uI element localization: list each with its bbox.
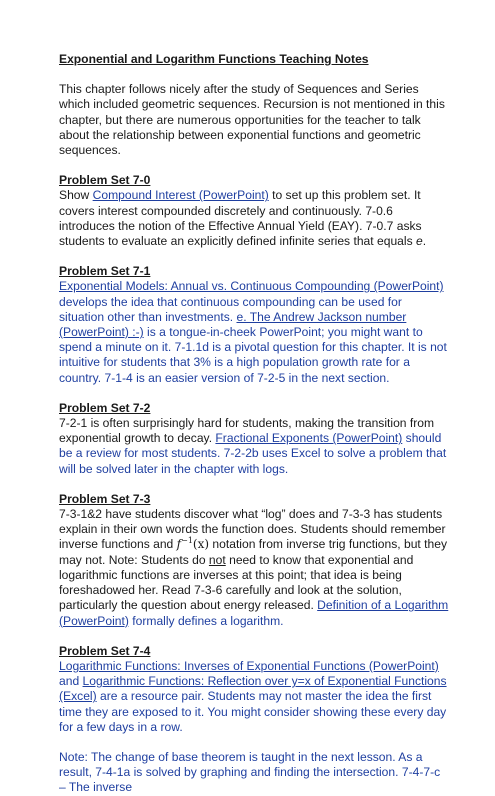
fractional-exponents-link[interactable]: Fractional Exponents (PowerPoint) (215, 431, 403, 446)
document-title: Exponential and Logarithm Functions Teaching Notes (59, 52, 369, 66)
problem-set-7-4-heading: Problem Set 7-4 (59, 643, 151, 658)
problem-set-7-2 (59, 401, 449, 477)
text-span: need to know that exponential and logarithmic functions are inverses at this point; that idea is being foreshadowed her. Read 7-3-6 carefully and look at the solution, particularly the question about energy released. (59, 552, 414, 613)
text-span: develops the idea that continuous compounding can be used for situation other than investments. (59, 294, 402, 324)
problem-set-7-3 (59, 492, 449, 629)
problem-set-7-0-heading: Problem Set 7-0 (59, 173, 151, 188)
note-paragraph: Note: The change of base theorem is taught in the next lesson. As a result, 7-4-1a is solved by graphing and finding the intersection. 7-4-7-c – The inverse (59, 749, 441, 795)
problem-set-7-3-heading: Problem Set 7-3 (59, 491, 151, 506)
underlined-not: not (208, 552, 226, 567)
problem-set-7-4 (59, 644, 449, 735)
logarithmic-inverses-link[interactable]: Logarithmic Functions: Inverses of Exponential Functions (PowerPoint) (59, 658, 439, 673)
problem-set-7-1-heading: Problem Set 7-1 (59, 264, 151, 279)
text-span: to set up this problem set. It covers interest compounded discretely and continuously. 7-0.6 introduces the notion of the Effective Annual Yield (EAY). 7-0.7 asks students to evaluate an explicitly defined infinite series that equals (59, 188, 422, 249)
definition-of-logarithm-link[interactable]: Definition of a Logarithm (PowerPoint) (59, 598, 449, 628)
document-page (59, 52, 449, 796)
problem-set-7-1-body (59, 279, 449, 385)
logarithmic-reflection-link[interactable]: Logarithmic Functions: Reflection over y=x of Exponential Functions (Excel) (59, 674, 447, 704)
text-span: notation from inverse trig functions, but they may not. Note: Students do (59, 537, 448, 567)
text-span: is a tongue-in-cheek PowerPoint; you might want to spend a minute on it. 7-1.1d is a pivotal question for this chapter. It is not intuitive for students that 3% is a high population growth rate for a country. 7-1-4 is an easier version of 7-2-5 in the next section. (59, 325, 447, 385)
text-span: 7-2-1 is often surprisingly hard for students, making the transition from exponential growth to decay. (59, 416, 435, 446)
problem-set-7-3-body (59, 507, 449, 629)
text-span: formally defines a logarithm. (128, 613, 284, 628)
compound-interest-link[interactable]: Compound Interest (PowerPoint) (92, 188, 269, 203)
math-superscript: −1 (181, 536, 193, 546)
exponential-models-link[interactable]: Exponential Models: Annual vs. Continuous Compounding (PowerPoint) (59, 279, 444, 294)
intro-paragraph: This chapter follows nicely after the study of Sequences and Series which included geometric sequences. Recursion is not mentioned in this chapter, but there are numerous opportunities for the teacher to talk about the relationship between exponential functions and geometric sequences. (59, 82, 445, 158)
text-span: and (59, 674, 83, 689)
problem-set-7-0 (59, 173, 449, 249)
e-symbol: e (415, 234, 423, 249)
text-span: 7-3-1&2 have students discover what “log” does and 7-3-3 has students explain in their own words the function does. Students should remember inverse functions and (59, 507, 446, 552)
problem-set-7-1 (59, 264, 449, 386)
problem-set-7-2-body (59, 416, 449, 477)
text-span: . (422, 234, 427, 249)
problem-set-7-0-body (59, 188, 449, 249)
text-span: Show (59, 188, 93, 203)
text-span: are a resource pair. Students may not master the idea the first time they are exposed to it. You might consider showing these every day for a few days in a row. (59, 689, 447, 734)
text-span: should be a review for most students. 7-2-2b uses Excel to solve a problem that will be solved later in the chapter with logs. (59, 431, 447, 476)
intro-section (59, 82, 449, 158)
problem-set-7-4-body (59, 659, 449, 735)
inverse-function-notation (177, 537, 209, 551)
math-argument: (x) (192, 537, 210, 552)
andrew-jackson-link[interactable]: e. The Andrew Jackson number (PowerPoint) :-) (59, 309, 407, 340)
problem-set-7-2-heading: Problem Set 7-2 (59, 400, 151, 415)
math-f: f (176, 537, 182, 552)
